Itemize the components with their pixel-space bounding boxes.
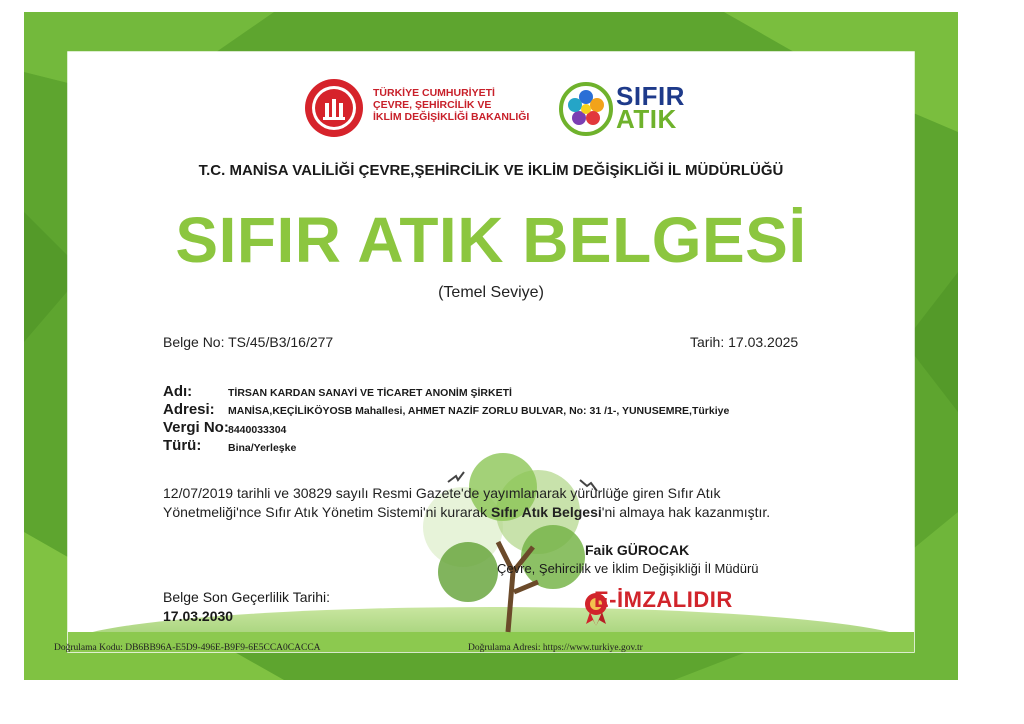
sifir-atik-flower-icon — [559, 82, 613, 136]
statement-line-2a: Yönetmeliği'nce Sıfır Atık Yönetim Sistemi'ni kurarak — [163, 504, 492, 520]
ministry-emblem-icon — [303, 77, 365, 139]
certificate-statement — [163, 484, 803, 522]
tax-number-label: Vergi No: — [163, 419, 229, 436]
ministry-line-3: İKLİM DEĞİŞİKLİĞİ BAKANLIĞI — [373, 111, 530, 123]
tax-number-value: 8440033304 — [228, 424, 287, 436]
sifir-atik-logo — [559, 82, 613, 141]
sifir-atik-line-2: ATIK — [616, 104, 677, 134]
statement-line-2 — [163, 503, 803, 522]
verification-address: Doğrulama Adresi: https://www.turkiye.gov.tr — [468, 643, 643, 653]
ministry-line-2: ÇEVRE, ŞEHİRCİLİK VE — [373, 99, 492, 111]
ministry-logo — [303, 77, 365, 144]
sifir-atik-wordmark — [616, 81, 685, 134]
e-signed-badge: E-İMZALIDIR — [594, 587, 733, 612]
name-value: TİRSAN KARDAN SANAYİ VE TİCARET ANONİM ŞİRKETİ — [228, 387, 512, 399]
certificate-level: (Temel Seviye) — [438, 284, 544, 301]
statement-certificate-name: Sıfır Atık Belgesi — [491, 504, 602, 520]
type-label: Türü: — [163, 437, 202, 454]
statement-line-1: 12/07/2019 tarihli ve 30829 sayılı Resmi Gazete'de yayımlanarak yürürlüğe giren Sıfır Atık — [163, 485, 721, 501]
validity-date: 17.03.2030 — [163, 608, 234, 624]
document-number: Belge No: TS/45/B3/16/277 — [163, 334, 334, 350]
validity-block — [163, 588, 330, 626]
ministry-line-1: TÜRKİYE CUMHURİYETİ — [373, 87, 495, 99]
document-date: Tarih: 17.03.2025 — [690, 334, 799, 350]
verification-code: Doğrulama Kodu: DB6BB96A-E5D9-496E-B9F9-6E5CCA0CACCA — [54, 643, 321, 653]
address-label: Adresi: — [163, 401, 215, 418]
validity-label: Belge Son Geçerlilik Tarihi: — [163, 589, 331, 605]
signatory-name: Faik GÜROCAK — [585, 542, 690, 558]
type-value: Bina/Yerleşke — [228, 442, 297, 454]
signatory-title: Çevre, Şehircilik ve İklim Değişikliği İl Müdürü — [497, 561, 759, 576]
sifir-atik-line-1: SIFIR — [616, 81, 685, 111]
ministry-name — [373, 87, 529, 123]
directorate-name: T.C. MANİSA VALİLİĞİ ÇEVRE,ŞEHİRCİLİK VE İKLİM DEĞİŞİKLİĞİ İL MÜDÜRLÜĞÜ — [198, 162, 784, 179]
address-value: MANİSA,KEÇİLİKÖYOSB Mahallesi, AHMET NAZİF ZORLU BULVAR, No: 31 /1-, YUNUSEMRE,Türkiye — [228, 405, 730, 417]
name-label: Adı: — [163, 383, 193, 400]
certificate-title: SIFIR ATIK BELGESİ — [175, 204, 807, 276]
statement-line-2c: 'ni almaya hak kazanmıştır. — [601, 504, 771, 520]
